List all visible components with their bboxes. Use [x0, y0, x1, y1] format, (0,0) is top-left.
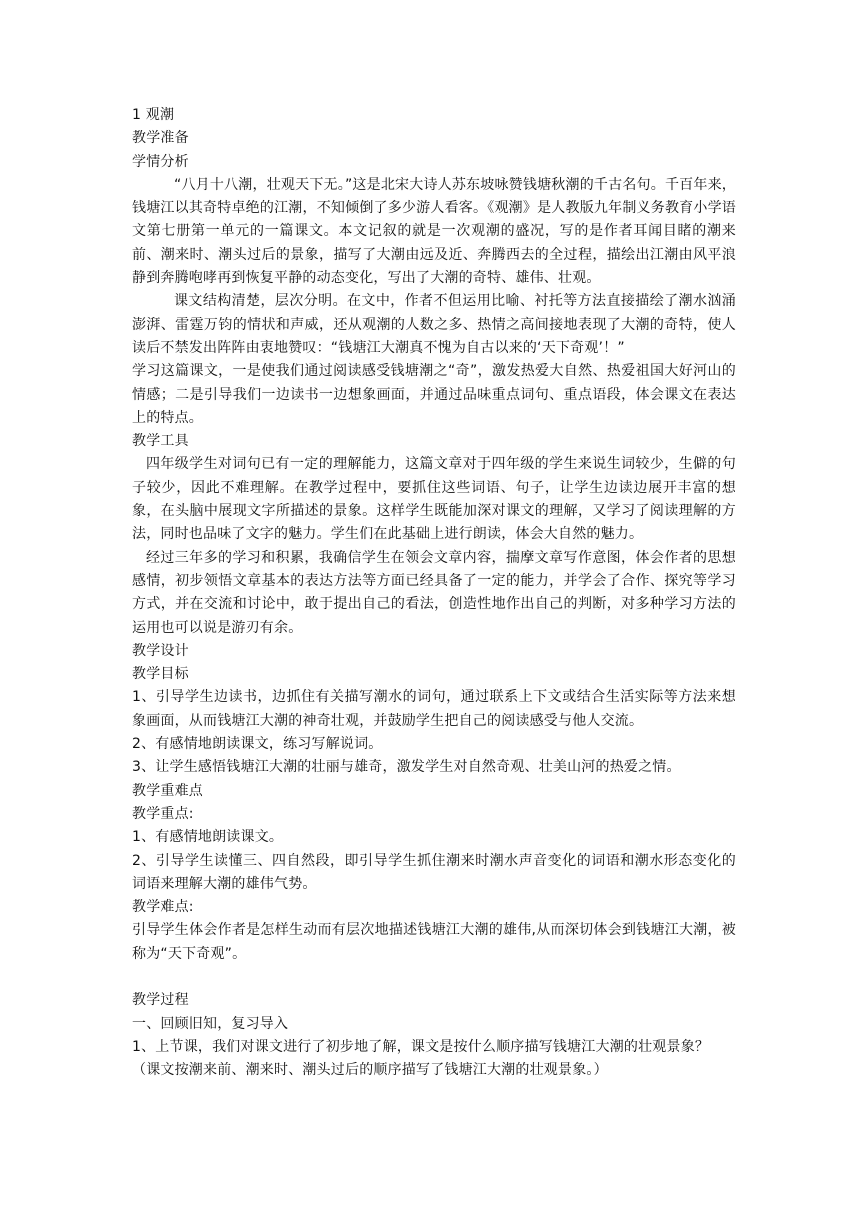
- section-heading-key-difficult: 教学重难点: [132, 782, 203, 799]
- section-heading-tools: 教学工具: [132, 433, 189, 450]
- section-heading-goals: 教学目标: [132, 666, 189, 683]
- lesson-title: 1 观潮: [132, 107, 175, 123]
- goal-item-2: 2、有感情地朗读课文，练习写解说词。: [132, 736, 383, 753]
- subheading-difficult-points: 教学难点:: [132, 899, 194, 916]
- paragraph-students-ability: 四年级学生对词句已有一定的理解能力，这篇文章对于四年级的学生来说生词较少，生僻的句子较少，因此不难理解。在教学过程中，要抓住这些词语、句子，让学生边读边展开丰富的想象，在头脑中展现文字所描述的景象。这样学生既能加深对课文的理解，又学习了阅读理解的方法，同时也品味了文字的魅力。学生们在此基础上进行朗读，体会大自然的魅力。: [132, 456, 736, 543]
- goal-item-3: 3、让学生感悟钱塘江大潮的壮丽与雄奇，激发学生对自然奇观、壮美山河的热爱之情。: [132, 759, 681, 776]
- section-heading-process: 教学过程: [132, 992, 189, 1009]
- paragraph-purpose: 学习这篇课文，一是使我们通过阅读感受钱塘潮之“奇”，激发热爱大自然、热爱祖国大好河山的情感；二是引导我们一边读书一边想象画面，并通过品味重点词句、重点语段，体会课文在表达上的特点。: [132, 363, 736, 426]
- process-question-1: 1、上节课，我们对课文进行了初步地了解，课文是按什么顺序描写钱塘江大潮的壮观景象？: [132, 1038, 710, 1055]
- key-point-1: 1、有感情地朗读课文。: [132, 829, 284, 846]
- blank-line: [132, 966, 736, 989]
- paragraph-structure: 课文结构清楚，层次分明。在文中，作者不但运用比喻、衬托等方法直接描绘了潮水汹涌澎湃、雷霆万钧的情状和声威，还从观潮的人数之多、热情之高间接地表现了大潮的奇特，使人读后不禁发出阵阵由衷地赞叹：“钱塘江大潮真不愧为自古以来的‘天下奇观’！”: [132, 293, 736, 356]
- key-point-2: 2、引导学生读懂三、四自然段，即引导学生抓住潮来时潮水声音变化的词语和潮水形态变化的词语来理解大潮的雄伟气势。: [132, 852, 736, 892]
- document-page: [132, 104, 736, 1082]
- goal-item-1: 1、引导学生边读书，边抓住有关描写潮水的词句，通过联系上下文或结合生活实际等方法来想象画面，从而钱塘江大潮的神奇壮观，并鼓励学生把自己的阅读感受与他人交流。: [132, 689, 736, 729]
- section-heading-prep: 教学准备: [132, 130, 189, 147]
- subheading-key-points: 教学重点:: [132, 805, 194, 822]
- paragraph-students-experience: 经过三年多的学习和积累，我确信学生在领会文章内容，揣摩文章写作意图，体会作者的思想感情，初步领悟文章基本的表达方法等方面已经具备了一定的能力，并学会了合作、探究等学习方式，并在交流和讨论中，敢于提出自己的看法，创造性地作出自己的判断，对多种学习方法的运用也可以说是游刃有余。: [132, 549, 736, 636]
- process-step-1: 一、回顾旧知，复习导入: [132, 1015, 289, 1032]
- difficult-point-text: 引导学生体会作者是怎样生动而有层次地描述钱塘江大潮的雄伟,从而深切体会到钱塘江大潮，被称为“天下奇观”。: [132, 922, 736, 962]
- section-heading-analysis: 学情分析: [132, 153, 189, 170]
- process-answer-1: （课文按潮来前、潮来时、潮头过后的顺序描写了钱塘江大潮的壮观景象。）: [132, 1062, 608, 1079]
- paragraph-intro: “八月十八潮，壮观天下无。”这是北宋大诗人苏东坡咏赞钱塘秋潮的千古名句。千百年来，钱塘江以其奇特卓绝的江潮，不知倾倒了多少游人看客。《观潮》是人教版九年制义务教育小学语文第七册第一单元的一篇课文。本文记叙的就是一次观潮的盛况，写的是作者耳闻目睹的潮来前、潮来时、潮头过后的景象，描写了大潮由远及近、奔腾西去的全过程，描绘出江潮由风平浪静到奔腾咆哮再到恢复平静的动态变化，写出了大潮的奇特、雄伟、壮观。: [132, 176, 736, 287]
- section-heading-design: 教学设计: [132, 642, 189, 659]
